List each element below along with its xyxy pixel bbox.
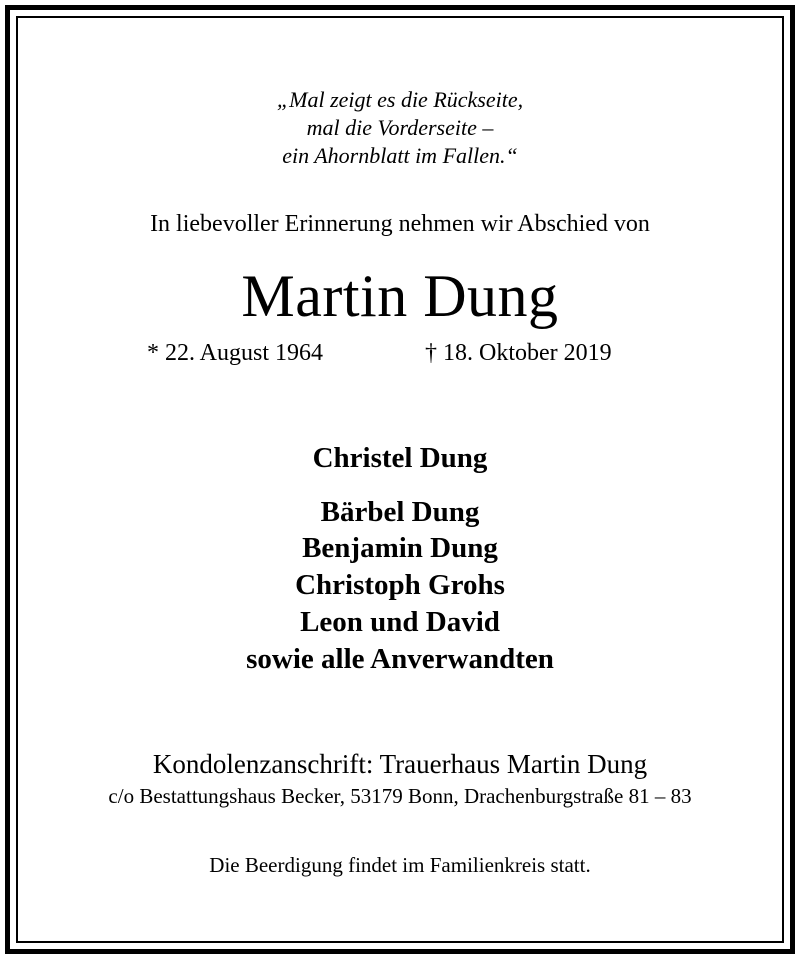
birth-date: * 22. August 1964 xyxy=(147,340,324,366)
mourner-item: sowie alle Anverwandten xyxy=(246,643,554,675)
condolence-address: Kondolenzanschrift: Trauerhaus Martin Dung xyxy=(152,749,648,779)
life-dates xyxy=(0,340,800,370)
deceased-name: Martin Dung xyxy=(241,263,559,329)
condolence-address-detail: c/o Bestattungshaus Becker, 53179 Bonn, Drachenburgstraße 81 – 83 xyxy=(108,784,692,808)
mourner-item: Benjamin Dung xyxy=(302,532,498,564)
quote-line-2: mal die Vorderseite – xyxy=(306,115,494,140)
intro-text: In liebevoller Erinnerung nehmen wir Abschied von xyxy=(150,211,650,237)
quote-line-1: „Mal zeigt es die Rückseite, xyxy=(276,87,524,112)
death-date: † 18. Oktober 2019 xyxy=(425,340,612,366)
mourner-item: Leon und David xyxy=(300,606,500,638)
mourner-primary: Christel Dung xyxy=(312,442,488,474)
mourner-item: Bärbel Dung xyxy=(320,496,480,528)
mourner-item: Christoph Grohs xyxy=(295,569,505,601)
funeral-note: Die Beerdigung findet im Familienkreis statt. xyxy=(209,853,591,877)
quote-line-3: ein Ahornblatt im Fallen.“ xyxy=(282,143,518,168)
